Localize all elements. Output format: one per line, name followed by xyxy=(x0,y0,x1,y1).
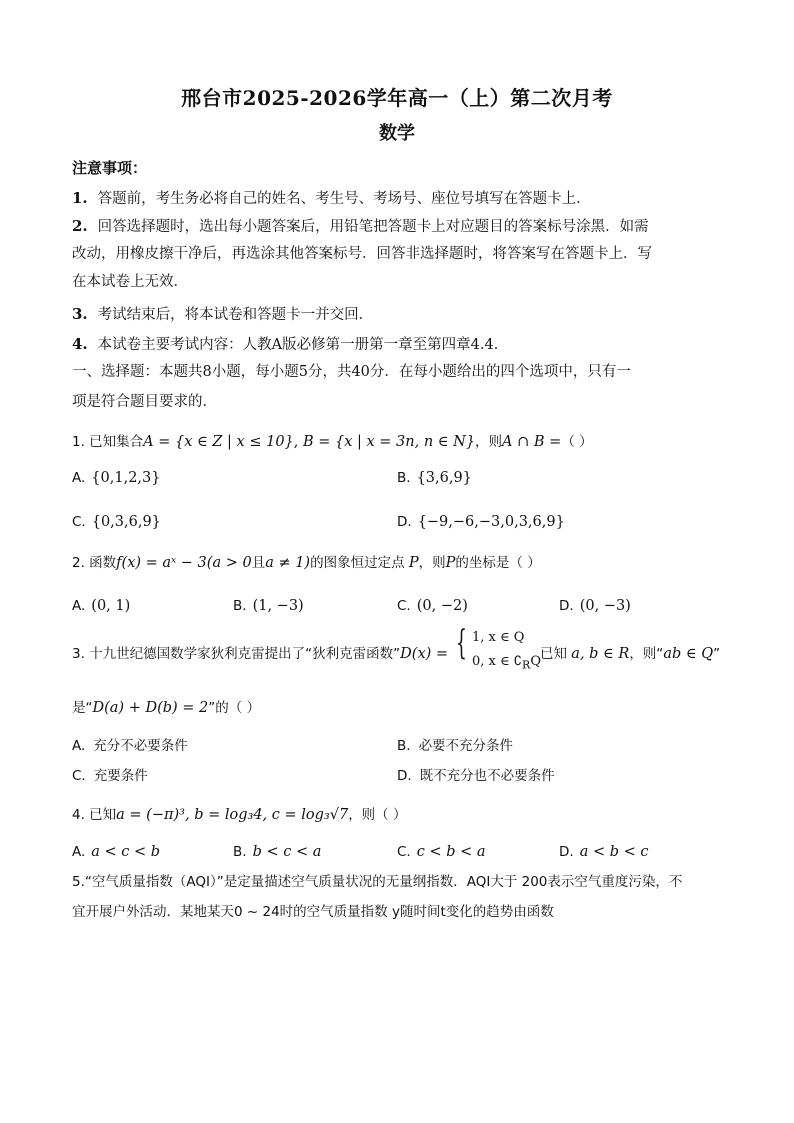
q3-case-2 xyxy=(472,654,541,674)
question-2 xyxy=(72,553,541,573)
q1-set-a: A = {x ∈ Z | x ≤ 10} xyxy=(143,434,294,450)
q3-line2-expr: D(a) + D(b) = 2 xyxy=(92,700,209,716)
q3-mid: ，则“ xyxy=(629,646,664,662)
option-value: c < b < a xyxy=(416,844,486,860)
q3-lead: 3. 十九世纪德国数学家狄利克雷提出了“狄利克雷函数” xyxy=(72,646,401,662)
option-label: B. xyxy=(397,738,411,754)
note-3 xyxy=(72,304,373,325)
note-1 xyxy=(72,188,591,209)
option-label: D. xyxy=(397,768,412,784)
option-label: B. xyxy=(233,844,247,860)
q3-option-a[interactable] xyxy=(72,736,188,756)
q3-option-b[interactable] xyxy=(397,736,513,756)
q1-lead: 1. 已知集合 xyxy=(72,434,144,450)
q2-option-a[interactable] xyxy=(72,596,130,616)
q3-case-1: 1, x ∈ Q xyxy=(472,630,525,645)
question-3-line-2 xyxy=(72,698,260,718)
option-value: b < c < a xyxy=(252,844,322,860)
q3-option-d[interactable] xyxy=(397,766,555,786)
q3-case-2-sub: R xyxy=(522,658,531,672)
q4-option-d[interactable] xyxy=(559,842,648,862)
option-value: (0, −2) xyxy=(416,598,468,614)
note-number: 4. xyxy=(72,335,88,353)
q1-option-a[interactable] xyxy=(72,468,160,488)
piecewise-brace: { xyxy=(456,623,467,663)
q3-line2a: 是“ xyxy=(72,700,93,716)
note-number: 3. xyxy=(72,305,88,323)
exam-title: 邢台市2025-2026学年高一（上）第二次月考 xyxy=(181,86,613,110)
note-2-cont: 在本试卷上无效． xyxy=(72,274,188,290)
exam-subject: 数学 xyxy=(379,123,415,144)
option-value: {0,3,6,9} xyxy=(91,514,161,530)
section-heading-cont: 项是符合题目要求的． xyxy=(72,394,217,410)
option-value: a < b < c xyxy=(579,844,649,860)
option-label: C. xyxy=(72,768,86,784)
question-5-line-2: 宜开展户外活动．某地某天0 ~ 24时的空气质量指数 y随时间t变化的趋势由函数 xyxy=(72,904,554,920)
q3-case-2-text: 0, x ∈ ∁ xyxy=(472,654,523,669)
q4-option-a[interactable] xyxy=(72,842,160,862)
option-label: A. xyxy=(72,598,86,614)
q2-and: 且 xyxy=(251,555,266,571)
q2-point: P xyxy=(408,555,419,571)
section-heading: 一、选择题：本题共8小题，每小题5分，共40分．在每小题给出的四个选项中，只有一 xyxy=(72,364,631,380)
note-text: 答题前，考生务必将自己的姓名、考生号、考场号、座位号填写在答题卡上． xyxy=(97,191,591,207)
q2-lead: 2. 函数 xyxy=(72,555,117,571)
q3-expr: ab ∈ Q xyxy=(663,646,714,662)
option-value: 既不充分也不必要条件 xyxy=(419,768,555,784)
question-1 xyxy=(72,432,593,452)
note-number: 2. xyxy=(72,217,88,235)
question-5: 5.“空气质量指数（AQI）”是定量描述空气质量状况的无量纲指数．AQI大于 200表示空气重度污染，不 xyxy=(72,874,683,890)
note-text: 考试结束后，将本试卷和答题卡一并交回． xyxy=(97,307,374,323)
option-value: 必要不充分条件 xyxy=(418,738,514,754)
q1-paren: （ ） xyxy=(561,434,593,450)
q2-point: P xyxy=(445,555,456,571)
q3-known: 已知 xyxy=(540,646,567,662)
q2-func: f(x) = aˣ − 3(a > 0 xyxy=(116,555,252,571)
q2-option-b[interactable] xyxy=(233,596,304,616)
q1-option-c[interactable] xyxy=(72,512,161,532)
q1-expr: A ∩ B = xyxy=(502,434,562,450)
note-text: 本试卷主要考试内容：人教A版必修第一册第一章至第四章4.4． xyxy=(97,337,509,353)
option-label: C. xyxy=(72,514,86,530)
option-label: D. xyxy=(559,844,574,860)
q1-set-b: B = {x | x = 3n, n ∈ N} xyxy=(302,434,476,450)
q4-lead: 4. 已知 xyxy=(72,807,117,823)
q1-tail: ，则 xyxy=(475,434,503,450)
option-value: 充要条件 xyxy=(93,768,148,784)
note-2-cont: 改动，用橡皮擦干净后，再选涂其他答案标号．回答非选择题时，将答案写在答题卡上．写 xyxy=(72,246,652,262)
q2-cond: a ≠ 1) xyxy=(265,555,311,571)
note-text: 回答选择题时，选出每小题答案后，用铅笔把答题卡上对应题目的答案标号涂黑．如需 xyxy=(97,219,649,235)
option-value: 充分不必要条件 xyxy=(93,738,188,754)
q3-close: ” xyxy=(713,646,721,662)
q3-option-c[interactable] xyxy=(72,766,148,786)
question-4 xyxy=(72,805,406,825)
note-number: 1. xyxy=(72,189,88,207)
question-3-tail xyxy=(540,644,720,664)
q2-option-d[interactable] xyxy=(559,596,631,616)
q3-line2b: ”的（ ） xyxy=(208,700,261,716)
option-label: B. xyxy=(397,470,411,486)
q3-case-2-end: Q xyxy=(530,654,541,669)
q3-func: D(x) = xyxy=(400,646,449,662)
option-label: D. xyxy=(559,598,574,614)
q2-tail: 的坐标是（ ） xyxy=(455,555,541,571)
option-label: A. xyxy=(72,470,86,486)
option-value: {0,1,2,3} xyxy=(91,470,161,486)
note-2 xyxy=(72,216,649,237)
q4-expr: a = (−π)³, b = log₃4, c = log₃√7 xyxy=(116,807,349,823)
option-value: a < c < b xyxy=(91,844,161,860)
option-value: {−9,−6,−3,0,3,6,9} xyxy=(417,514,565,530)
q1-option-b[interactable] xyxy=(397,468,472,488)
q1-sep: , xyxy=(293,434,303,450)
q2-option-c[interactable] xyxy=(397,596,468,616)
option-label: C. xyxy=(397,844,411,860)
q3-vars: a, b ∈ R xyxy=(571,646,630,662)
q4-tail: ，则（ ） xyxy=(348,807,407,823)
option-value: (1, −3) xyxy=(252,598,304,614)
option-label: B. xyxy=(233,598,247,614)
option-label: A. xyxy=(72,844,86,860)
q4-option-c[interactable] xyxy=(397,842,486,862)
option-label: D. xyxy=(397,514,412,530)
option-label: A. xyxy=(72,738,86,754)
option-label: C. xyxy=(397,598,411,614)
option-value: (0, −3) xyxy=(579,598,631,614)
q2-mid2: ，则 xyxy=(418,555,446,571)
q2-mid: 的图象恒过定点 xyxy=(310,555,405,571)
option-value: (0, 1) xyxy=(91,598,131,614)
q1-option-d[interactable] xyxy=(397,512,565,532)
option-value: {3,6,9} xyxy=(416,470,472,486)
notes-heading: 注意事项： xyxy=(72,159,148,177)
q4-option-b[interactable] xyxy=(233,842,321,862)
note-4 xyxy=(72,334,508,355)
question-3 xyxy=(72,644,448,664)
